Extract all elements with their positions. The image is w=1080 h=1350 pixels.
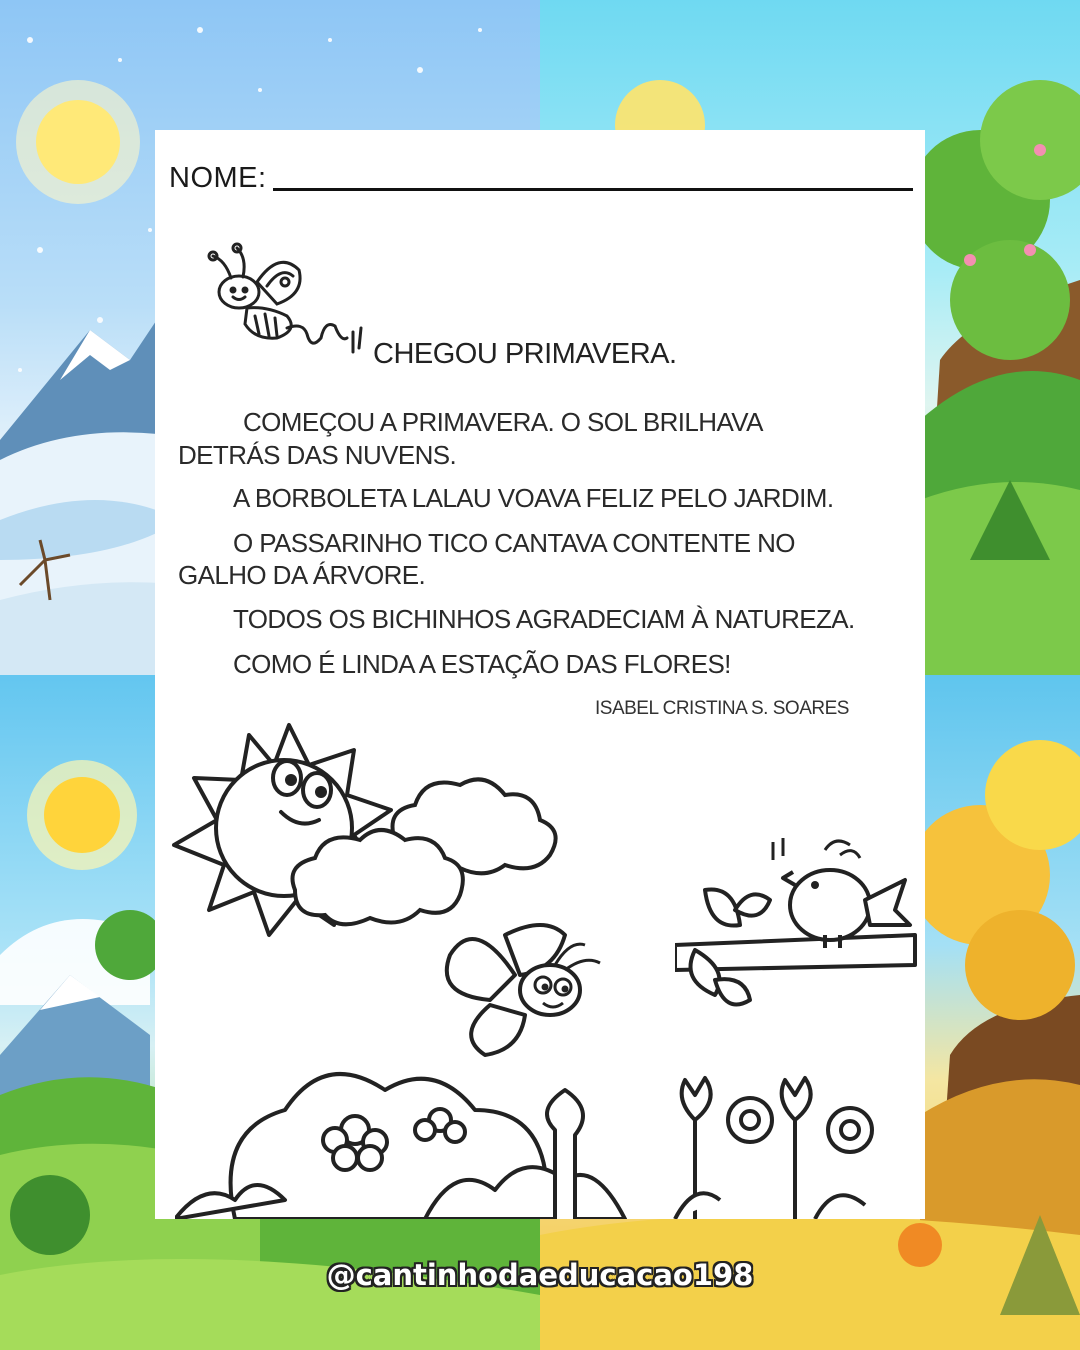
- text-line-4: O PASSARINHO TICO CANTAVA CONTENTE NO: [233, 528, 795, 558]
- bird-icon: [675, 830, 920, 1030]
- worksheet: [155, 130, 925, 1219]
- text-line-6: TODOS OS BICHINHOS AGRADECIAM À NATUREZA.: [233, 604, 855, 634]
- text-line-3: A BORBOLETA LALAU VOAVA FELIZ PELO JARDIM.: [233, 483, 834, 513]
- flowers-icon: [175, 1050, 915, 1219]
- name-label: NOME:: [169, 162, 267, 194]
- text-line-5: GALHO DA ÁRVORE.: [178, 560, 426, 590]
- text-line-1: COMEÇOU A PRIMAVERA. O SOL BRILHAVA: [243, 407, 763, 437]
- name-field: [169, 162, 913, 195]
- poem-title: CHEGOU PRIMAVERA.: [373, 338, 677, 370]
- social-handle: @cantinhodaeducacao198: [326, 1258, 754, 1292]
- butterfly-icon: [435, 915, 605, 1065]
- name-write-line: [273, 188, 913, 191]
- author-credit: ISABEL CRISTINA S. SOARES: [595, 698, 849, 719]
- butterfly-icon: [207, 242, 377, 372]
- text-line-2: DETRÁS DAS NUVENS.: [178, 440, 457, 470]
- text-line-7: COMO É LINDA A ESTAÇÃO DAS FLORES!: [233, 649, 731, 679]
